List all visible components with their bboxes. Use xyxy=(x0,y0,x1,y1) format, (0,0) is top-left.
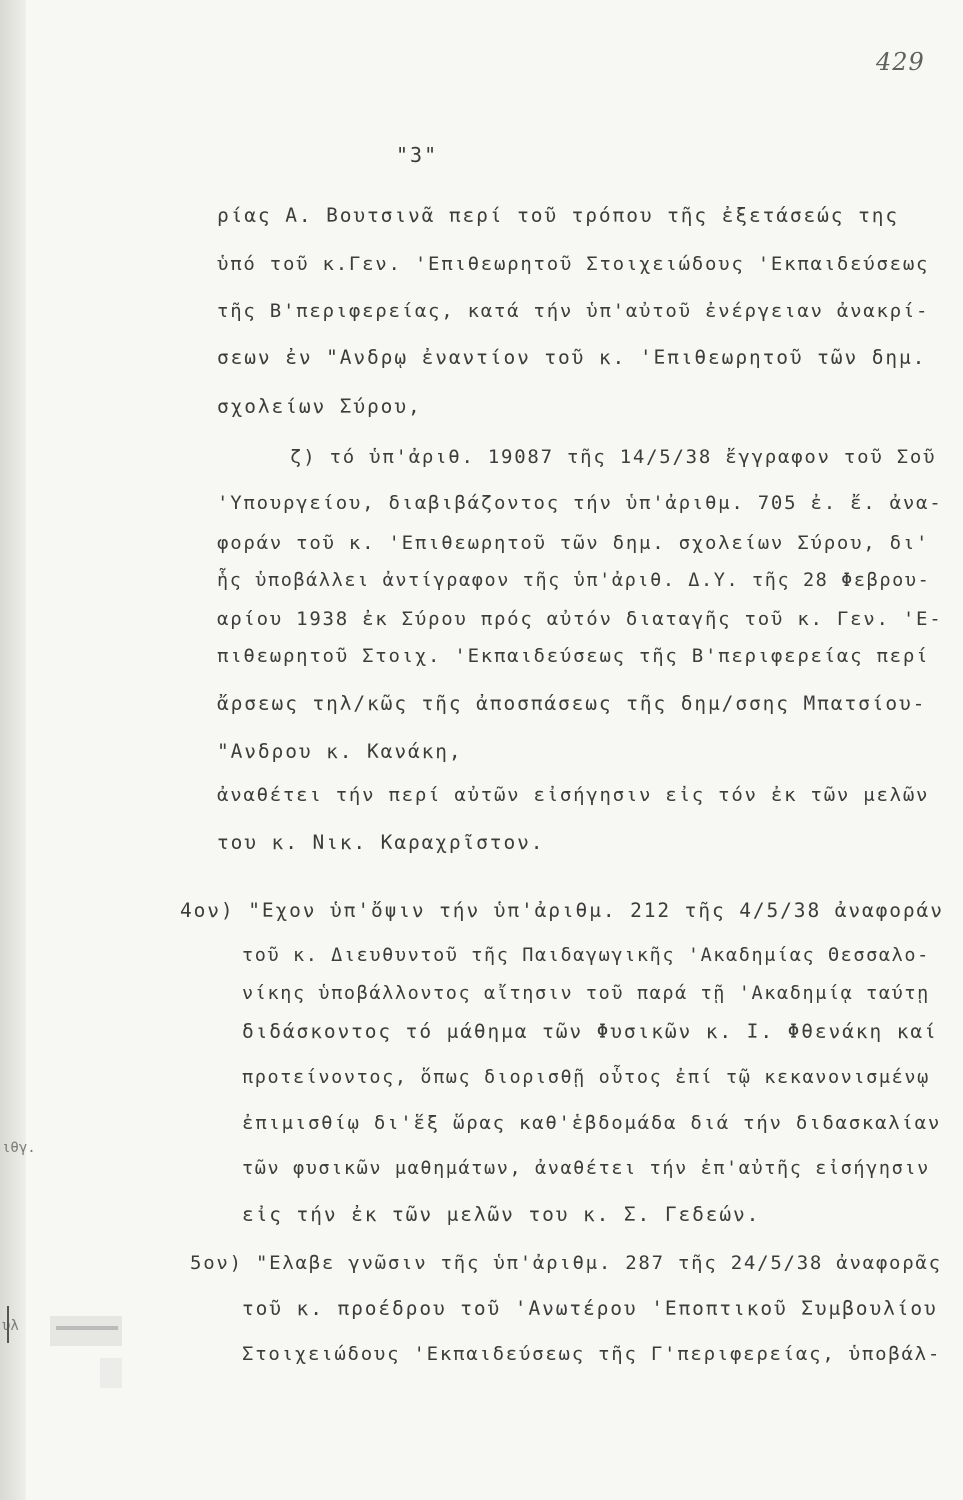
page-number: "3" xyxy=(396,143,439,167)
text-line: τοῦ κ. Διευθυντοῦ τῆς Παιδαγωγικῆς 'Ακαδημίας Θεσσαλο- xyxy=(242,945,930,966)
text-line: ζ) τό ὑπ'ἀριθ. 19087 τῆς 14/5/38 ἔγγραφον τοῦ Σοῦ xyxy=(290,446,937,468)
text-line: ἄρσεως τηλ/κῶς τῆς ἀποσπάσεως τῆς δημ/σσης Μπατσίου- xyxy=(217,692,927,715)
binding-edge xyxy=(0,0,26,1500)
text-line: σχολείων Σύρου, xyxy=(217,395,422,418)
text-line: σεων ἐν "Ανδρῳ ἐναντίον τοῦ κ. 'Επιθεωρητοῦ τῶν δημ. xyxy=(217,346,927,369)
text-line: ἧς ὑποβάλλει ἀντίγραφον τῆς ὑπ'ἀριθ. Δ.Υ. τῆς 28 Φεβρου- xyxy=(217,570,931,591)
folio-number: 429 xyxy=(876,48,925,76)
archive-stamp xyxy=(0,1298,128,1398)
text-line: τῆς Β'περιφερείας, κατά τήν ὑπ'αὐτοῦ ἐνέργειαν ἀνακρί- xyxy=(217,300,930,322)
text-line: τοῦ κ. προέδρου τοῦ 'Ανωτέρου 'Εποπτικοῦ Συμβουλίου xyxy=(242,1297,938,1320)
text-line: Στοιχειώδους 'Εκπαιδεύσεως τῆς Γ'περιφερείας, ὑποβάλ- xyxy=(242,1343,942,1365)
text-line: ρίας Α. Βουτσινᾶ περί τοῦ τρόπου τῆς ἐξετάσεώς της xyxy=(217,204,899,227)
text-line: προτείνοντος, ὅπως διορισθῇ οὗτος ἐπί τῷ κεκανονισμένῳ xyxy=(242,1067,930,1088)
text-line: διδάσκοντος τό μάθημα τῶν Φυσικῶν κ. Ι. Φθενάκη καί xyxy=(242,1020,938,1043)
text-line: ἐπιμισθίῳ δι'ἕξ ὥρας καθ'ἑβδομάδα διά τήν διδασκαλίαν xyxy=(242,1112,942,1134)
margin-note: ιθγ. xyxy=(2,1140,36,1156)
text-line: 'Υπουργείου, διαβιβάζοντος τήν ὑπ'ἀριθμ. 705 ἐ. ἔ. ἀνα- xyxy=(217,492,943,514)
text-line: "Ανδρου κ. Κανάκη, xyxy=(217,740,463,763)
text-line: του κ. Νικ. Καραχρῖστον. xyxy=(217,831,545,854)
text-line: πιθεωρητοῦ Στοιχ. 'Εκπαιδεύσεως τῆς Β'περιφερείας περί xyxy=(217,645,930,667)
margin-note: υλ xyxy=(2,1318,19,1334)
text-line: φοράν τοῦ κ. 'Επιθεωρητοῦ τῶν δημ. σχολείων Σύρου, δι' xyxy=(217,532,930,554)
text-line: 4ον) "Εχον ὑπ'ὄψιν τήν ὑπ'ἀριθμ. 212 τῆς 4/5/38 ἀναφοράν xyxy=(180,899,944,922)
text-line: αρίου 1938 ἐκ Σύρου πρός αὐτόν διαταγῆς τοῦ κ. Γεν. 'Ε- xyxy=(217,608,943,630)
text-line: ἀναθέτει τήν περί αὐτῶν εἰσήγησιν εἰς τόν ἐκ τῶν μελῶν xyxy=(217,784,930,806)
text-line: τῶν φυσικῶν μαθημάτων, ἀναθέτει τήν ἐπ'αὐτῆς εἰσήγησιν xyxy=(242,1158,930,1179)
text-line: νίκης ὑποβάλλοντος αἴτησιν τοῦ παρά τῇ 'Ακαδημίᾳ ταύτῃ xyxy=(242,983,930,1004)
text-line: 5ον) "Ελαβε γνῶσιν τῆς ὑπ'ἀριθμ. 287 τῆς 24/5/38 ἀναφορᾶς xyxy=(190,1252,942,1274)
text-line: ὑπό τοῦ κ.Γεν. 'Επιθεωρητοῦ Στοιχειώδους 'Εκπαιδεύσεως xyxy=(217,253,930,275)
text-line: εἰς τήν ἐκ τῶν μελῶν του κ. Σ. Γεδεών. xyxy=(242,1203,761,1226)
